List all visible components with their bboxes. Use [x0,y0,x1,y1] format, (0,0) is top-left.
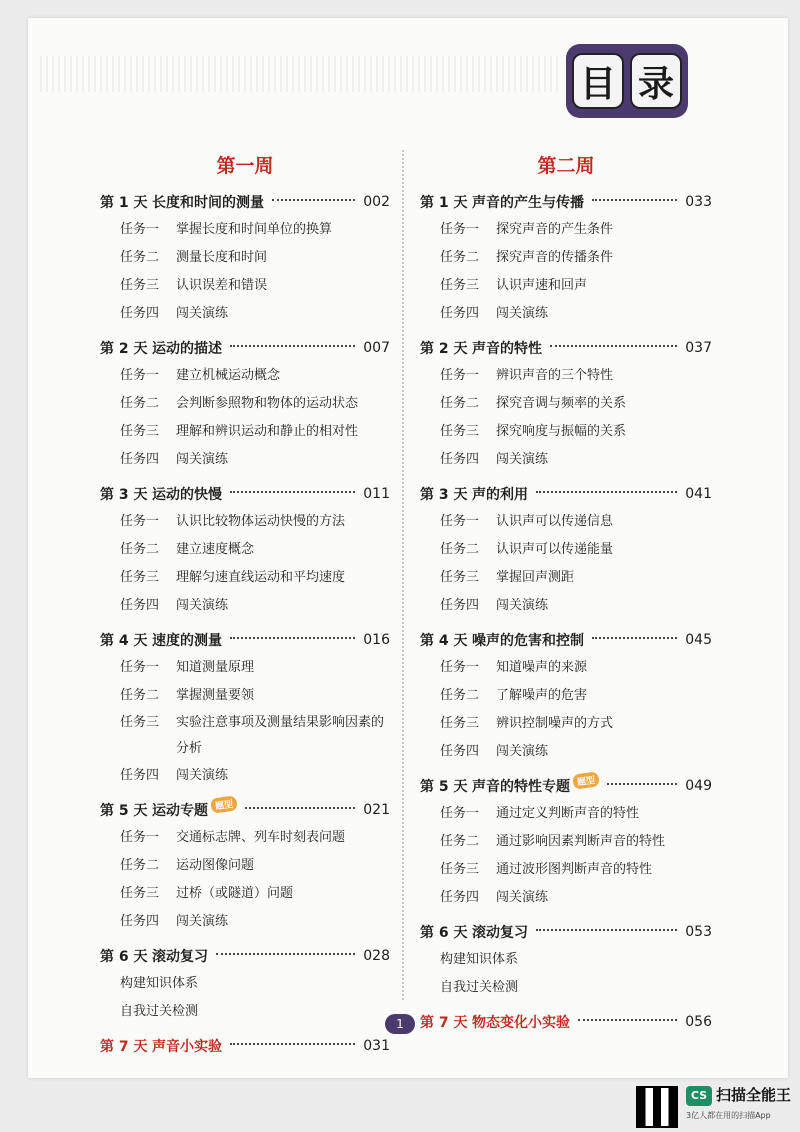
page-ref: 016 [363,631,390,648]
page-ref: 002 [363,193,390,210]
day-number: 第 6 天 [100,948,148,965]
page-ref: 033 [685,193,712,210]
task-label: 任务二 [440,396,480,411]
day-number: 第 1 天 [420,194,468,211]
toc-task-item[interactable] [420,446,712,474]
toc-task-item[interactable] [420,946,712,974]
task-label: 任务四 [440,452,480,467]
toc-day-entry[interactable] [100,795,390,824]
page-ref: 049 [685,777,712,794]
task-label: 任务三 [440,862,480,877]
question-type-badge: 题型 [210,795,238,813]
day-title-text: 滚动复习 [472,924,528,941]
day-title [152,946,208,966]
toc-task-item[interactable] [100,564,390,592]
task-label: 任务二 [440,542,480,557]
day-number: 第 5 天 [420,778,468,795]
task-label: 任务一 [440,368,480,383]
toc-task-item[interactable] [100,682,390,710]
camscanner-logo: CS [686,1086,712,1106]
task-label: 任务二 [120,250,160,265]
toc-task-item[interactable] [420,654,712,682]
task-text: 掌握长度和时间单位的换算 [176,222,333,237]
task-label: 任务一 [440,222,480,237]
leader-dots [230,490,355,493]
toc-day-entry[interactable] [420,187,712,216]
leader-dots [607,782,677,785]
task-label: 任务四 [120,452,160,467]
day-title [152,1036,222,1056]
week-heading: 第二周 [537,155,595,177]
toc-task-item[interactable] [100,216,390,244]
task-text: 辨识控制噪声的方式 [496,716,614,731]
day-title-text: 物态变化小实验 [472,1014,570,1031]
task-label: 任务二 [440,250,480,265]
task-text: 自我过关检测 [440,980,519,995]
task-text: 建立机械运动概念 [176,368,281,383]
task-label: 任务三 [120,424,160,439]
task-label: 任务四 [440,598,480,613]
day-title-text: 速度的测量 [152,632,222,649]
task-text: 测量长度和时间 [176,250,268,265]
task-label: 任务一 [120,222,160,237]
leader-dots [536,490,677,493]
decorative-strip [40,56,560,92]
task-text: 闯关演练 [496,890,549,905]
task-text: 自我过关检测 [120,1004,199,1019]
task-label: 任务三 [120,886,160,901]
task-label: 任务二 [120,688,160,703]
task-text: 闯关演练 [176,306,229,321]
task-label: 任务二 [440,834,480,849]
page-ref: 007 [363,339,390,356]
toc-task-item[interactable] [100,852,390,880]
task-text: 掌握回声测距 [496,570,575,585]
day-title-text: 声音的特性 [472,340,542,357]
toc-day-entry[interactable] [420,771,712,800]
task-text: 探究声音的产生条件 [496,222,614,237]
day-title-text: 长度和时间的测量 [152,194,264,211]
day-title [472,484,528,504]
task-label: 任务四 [120,306,160,321]
day-title-text: 运动的描述 [152,340,222,357]
day-title [472,922,528,942]
task-text: 理解和辨识运动和静止的相对性 [176,424,359,439]
task-text: 知道测量原理 [176,660,255,675]
day-title-text: 滚动复习 [152,948,208,965]
page-ref: 021 [363,801,390,818]
week-one-column [100,150,390,1060]
toc-day-entry[interactable] [100,625,390,654]
task-text: 认识声可以传递能量 [496,542,614,557]
day-title-text: 运动专题 [152,802,208,819]
task-text: 运动图像问题 [176,858,255,873]
day-title-text: 噪声的危害和控制 [472,632,584,649]
day-title [152,800,237,820]
task-text: 探究声音的传播条件 [496,250,614,265]
toc-task-item[interactable] [420,390,712,418]
toc-task-item[interactable] [100,390,390,418]
day-number: 第 7 天 [100,1038,148,1055]
leader-dots [272,198,355,201]
toc-task-item[interactable] [420,362,712,390]
day-number: 第 1 天 [100,194,148,211]
day-title-text: 声音的特性专题 [472,778,570,795]
day-title-text: 声的利用 [472,486,528,503]
day-number: 第 4 天 [100,632,148,649]
column-divider [402,150,404,1000]
toc-task-item[interactable] [420,856,712,884]
scanner-tagline: 3亿人都在用的扫描App [686,1111,771,1120]
task-text: 闯关演练 [176,914,229,929]
task-label: 任务一 [440,806,480,821]
page-ref: 028 [363,947,390,964]
toc-day-entry[interactable] [100,941,390,970]
leader-dots [536,928,677,931]
day-number: 第 4 天 [420,632,468,649]
leader-dots [230,1042,355,1045]
task-text: 通过影响因素判断声音的特性 [496,834,666,849]
day-number: 第 3 天 [420,486,468,503]
task-label: 任务三 [120,570,160,585]
task-text: 闯关演练 [176,598,229,613]
leader-dots [245,806,355,809]
title-char-2: 录 [630,53,682,109]
day-title [472,776,599,796]
task-text: 闯关演练 [176,768,229,783]
task-label: 任务四 [120,914,160,929]
toc-day-entry[interactable] [420,625,712,654]
task-text: 闯关演练 [176,452,229,467]
task-text: 认识声速和回声 [496,278,588,293]
day-title-text: 运动的快慢 [152,486,222,503]
task-label: 任务三 [120,715,160,730]
scanner-brand-name: 扫描全能王 [716,1086,792,1104]
toc-task-item[interactable] [100,300,390,328]
toc-task-item[interactable] [100,418,390,446]
task-text: 理解匀速直线运动和平均速度 [176,570,346,585]
toc-task-item[interactable] [100,362,390,390]
task-label: 任务一 [120,830,160,845]
task-text: 会判断参照物和物体的运动状态 [176,396,359,411]
page-ref: 041 [685,485,712,502]
day-title [152,192,264,212]
toc-task-item[interactable] [420,536,712,564]
task-label: 任务三 [440,570,480,585]
week-two-column [420,150,712,1036]
page-ref: 056 [685,1013,712,1030]
toc-task-item[interactable] [420,738,712,766]
toc-task-item[interactable] [100,710,390,762]
task-label: 任务四 [440,744,480,759]
task-label: 任务二 [120,396,160,411]
day-number: 第 2 天 [100,340,148,357]
toc-task-item[interactable] [100,654,390,682]
toc-task-item[interactable] [420,800,712,828]
task-label: 任务四 [440,890,480,905]
page-number: 1 [385,1014,415,1034]
task-text: 探究响度与振幅的关系 [496,424,627,439]
day-number: 第 7 天 [420,1014,468,1031]
leader-dots [550,344,677,347]
task-text: 构建知识体系 [440,952,519,967]
task-text: 通过定义判断声音的特性 [496,806,640,821]
task-text: 了解噪声的危害 [496,688,588,703]
toc-task-item[interactable] [100,824,390,852]
task-text: 交通标志牌、列车时刻表问题 [176,830,346,845]
toc-day-entry[interactable] [420,917,712,946]
task-text: 闯关演练 [496,744,549,759]
toc-task-item[interactable] [100,998,390,1026]
task-text: 认识误差和错误 [176,278,268,293]
task-label: 任务三 [440,424,480,439]
title-char-1: 目 [572,53,624,109]
task-text: 掌握测量要领 [176,688,255,703]
page-ref: 045 [685,631,712,648]
toc-title-badge [566,44,688,118]
task-label: 任务三 [120,278,160,293]
qr-code-icon [636,1086,678,1128]
task-text: 探究音调与频率的关系 [496,396,627,411]
toc-task-item[interactable] [420,884,712,912]
task-label: 任务三 [440,278,480,293]
toc-task-item[interactable] [100,536,390,564]
toc-task-item[interactable] [420,300,712,328]
day-title [152,484,222,504]
toc-task-item[interactable] [420,682,712,710]
leader-dots [230,344,355,347]
day-title [152,338,222,358]
task-label: 任务二 [120,542,160,557]
task-text: 闯关演练 [496,598,549,613]
task-label: 任务一 [440,514,480,529]
page-ref: 031 [363,1037,390,1054]
task-label: 任务三 [440,716,480,731]
day-title-text: 声音的产生与传播 [472,194,584,211]
day-title [472,630,584,650]
toc-day-entry[interactable] [100,333,390,362]
question-type-badge: 题型 [572,771,600,789]
toc-task-item[interactable] [420,592,712,620]
day-title-text: 声音小实验 [152,1038,222,1055]
day-number: 第 6 天 [420,924,468,941]
day-title [472,338,542,358]
toc-task-item[interactable] [100,446,390,474]
week-heading: 第一周 [216,155,274,177]
task-label: 任务一 [120,514,160,529]
toc-task-item[interactable] [420,508,712,536]
toc-task-item[interactable] [100,508,390,536]
leader-dots [578,1018,677,1021]
task-label: 任务四 [440,306,480,321]
toc-day-entry[interactable] [420,333,712,362]
leader-dots [592,198,677,201]
leader-dots [216,952,355,955]
task-label: 任务二 [440,688,480,703]
toc-task-item[interactable] [100,880,390,908]
task-text: 构建知识体系 [120,976,199,991]
task-label: 任务二 [120,858,160,873]
toc-task-item[interactable] [420,216,712,244]
page-ref: 011 [363,485,390,502]
task-text: 闯关演练 [496,306,549,321]
day-title [152,630,222,650]
toc-task-item[interactable] [420,418,712,446]
day-number: 第 2 天 [420,340,468,357]
day-title [472,192,584,212]
toc-task-item[interactable] [420,244,712,272]
toc-day-entry[interactable] [420,479,712,508]
toc-day-entry[interactable] [100,1031,390,1060]
toc-task-item[interactable] [420,974,712,1002]
page-ref: 037 [685,339,712,356]
task-label: 任务四 [120,768,160,783]
task-label: 任务一 [440,660,480,675]
toc-day-entry[interactable] [100,479,390,508]
leader-dots [230,636,355,639]
toc-task-item[interactable] [100,244,390,272]
toc-task-item[interactable] [420,272,712,300]
toc-task-item[interactable] [100,762,390,790]
task-label: 任务四 [120,598,160,613]
day-number: 第 3 天 [100,486,148,503]
toc-task-item[interactable] [100,592,390,620]
day-number: 第 5 天 [100,802,148,819]
toc-task-item[interactable] [100,970,390,998]
leader-dots [592,636,677,639]
toc-task-item[interactable] [420,710,712,738]
toc-task-item[interactable] [420,564,712,592]
task-text: 认识声可以传递信息 [496,514,614,529]
toc-day-entry[interactable] [420,1007,712,1036]
task-text: 建立速度概念 [176,542,255,557]
task-label: 任务一 [120,368,160,383]
task-text: 实验注意事项及测量结果影响因素的分析 [176,715,385,756]
task-text: 过桥（或隧道）问题 [176,886,294,901]
task-label: 任务一 [120,660,160,675]
toc-task-item[interactable] [100,272,390,300]
task-text: 辨识声音的三个特性 [496,368,614,383]
day-title [472,1012,570,1032]
task-text: 通过波形图判断声音的特性 [496,862,653,877]
toc-task-item[interactable] [100,908,390,936]
task-text: 认识比较物体运动快慢的方法 [176,514,346,529]
task-text: 知道噪声的来源 [496,660,588,675]
toc-task-item[interactable] [420,828,712,856]
task-text: 闯关演练 [496,452,549,467]
toc-day-entry[interactable] [100,187,390,216]
page-ref: 053 [685,923,712,940]
